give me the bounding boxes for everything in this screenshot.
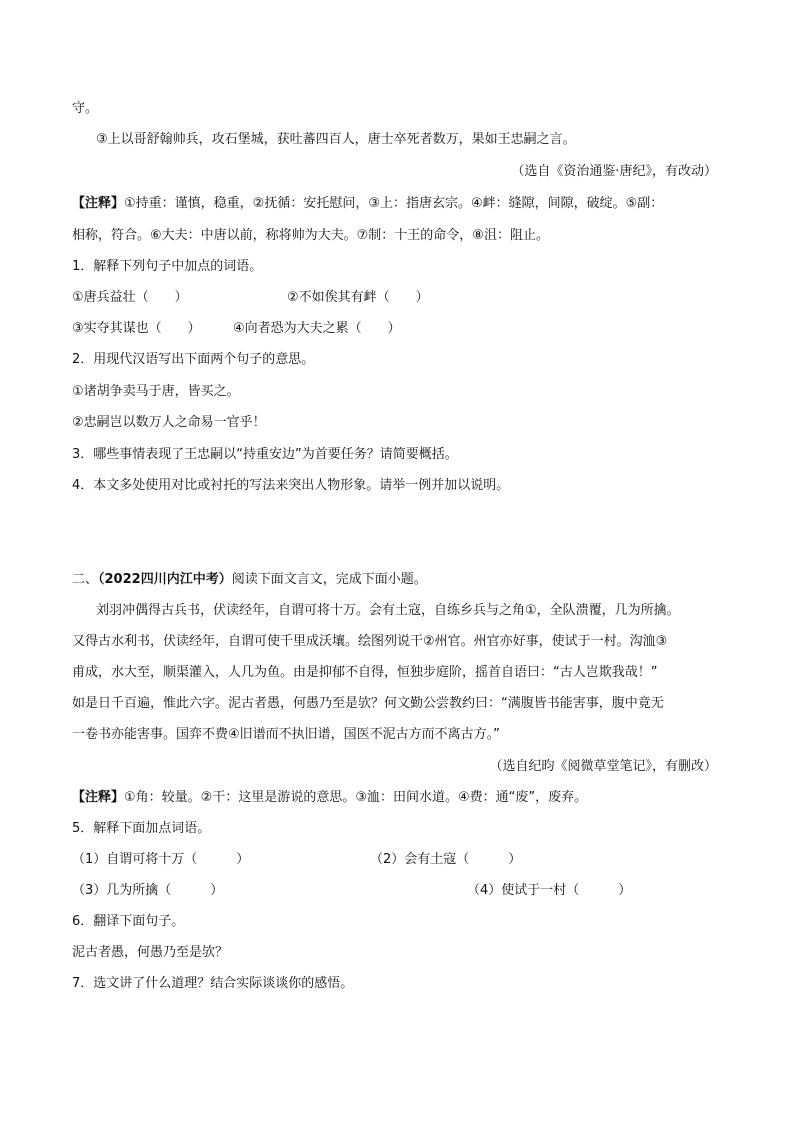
q1-item-4: ④向者恐为大夫之累（ ） <box>233 321 401 336</box>
notes-text-2: ①角：较量。②干：这里是游说的意思。③洫：田间水道。④费：通“废”，废弃。 <box>124 790 588 805</box>
question-3: 3．哪些事情表现了王忠嗣以“持重安边”为首要任务？请简要概括。 <box>72 447 458 462</box>
q1-item-1: ①唐兵益壮（ ） <box>72 290 188 305</box>
passage-continuation: 守。 <box>72 101 99 116</box>
q5-item-2: （2）会有土寇（ ） <box>370 852 522 867</box>
notes-line-1 <box>72 195 663 213</box>
q5-item-1: （1）自谓可将十万（ ） <box>72 852 250 867</box>
q2-item-2: ②忠嗣岂以数万人之命易一官乎！ <box>72 415 266 430</box>
question-4: 4．本文多处使用对比或衬托的写法来突出人物形象。请举一例并加以说明。 <box>72 478 510 493</box>
heading-text: 阅读下面文言文，完成下面小题。 <box>231 572 427 587</box>
question-5: 5．解释下面加点词语。 <box>72 821 211 836</box>
q1-item-2: ②不如俟其有衅（ ） <box>287 290 429 305</box>
heading-source: （2022四川内江中考） <box>98 572 232 587</box>
heading-prefix: 二、 <box>72 572 99 587</box>
q6-sentence: 泥古者愚，何愚乃至是欤？ <box>72 945 229 960</box>
passage-line-4: 如是日千百遍，惟此六字。泥古者愚，何愚乃至是欤？何文勤公尝教约曰：“满腹皆书能害事，腹中竟无 <box>72 696 664 711</box>
notes-text-1: ①持重：谨慎，稳重，②抚循：安托慰问，③上：指唐玄宗。④衅：缝隙，间隙，破绽。⑤副： <box>124 196 664 211</box>
passage-paragraph-3: ③上以哥舒翰帅兵，攻石堡城，获吐蕃四百人，唐士卒死者数万，果如王忠嗣之言。 <box>96 132 576 147</box>
section-2-heading <box>72 571 427 589</box>
source-citation-2: （选自纪昀《阅微草堂笔记》，有删改） <box>489 759 717 774</box>
notes-label: 【注释】 <box>72 196 125 211</box>
notes-2 <box>72 789 587 807</box>
passage-line-2: 又得古水利书，伏读经年，自谓可使千里成沃壤。绘图列说干②州官。州官亦好事，使试于一村。沟洫③ <box>72 634 668 649</box>
passage-line-3: 甫成，水大至，顺渠灌入，人几为鱼。由是抑郁不自得，恒独步庭阶，摇首自语曰：“古人岂欺我哉！” <box>72 665 658 680</box>
question-7: 7．选文讲了什么道理？结合实际谈谈你的感悟。 <box>72 976 354 991</box>
passage-line-5: 一卷书亦能害事。国弈不费④旧谱而不执旧谱，国医不泥古方而不离古方。” <box>72 727 500 742</box>
question-1: 1．解释下列句子中加点的词语。 <box>72 259 263 274</box>
q1-item-3: ③实夺其谋也（ ） <box>72 321 201 336</box>
question-2: 2．用现代汉语写出下面两个句子的意思。 <box>72 352 315 367</box>
notes-line-2: 相称，符合。⑥大夫：中唐以前，称将帅为大夫。⑦制：十王的命令，⑧沮：阻止。 <box>72 228 549 243</box>
passage-line-1: 刘羽冲偶得古兵书，伏读经年，自谓可将十万。会有土寇，自练乡兵与之角①，全队溃覆，几为所擒。 <box>96 603 680 618</box>
notes-label-2: 【注释】 <box>72 790 125 805</box>
question-6: 6．翻译下面句子。 <box>72 914 185 929</box>
q2-item-1: ①诸胡争卖马于唐，皆买之。 <box>72 384 240 399</box>
q5-item-4: （4）使试于一村（ ） <box>467 883 632 898</box>
q5-item-3: （3）几为所擒（ ） <box>72 883 224 898</box>
source-citation: （选自《资治通鉴·唐纪》，有改动） <box>511 164 717 179</box>
